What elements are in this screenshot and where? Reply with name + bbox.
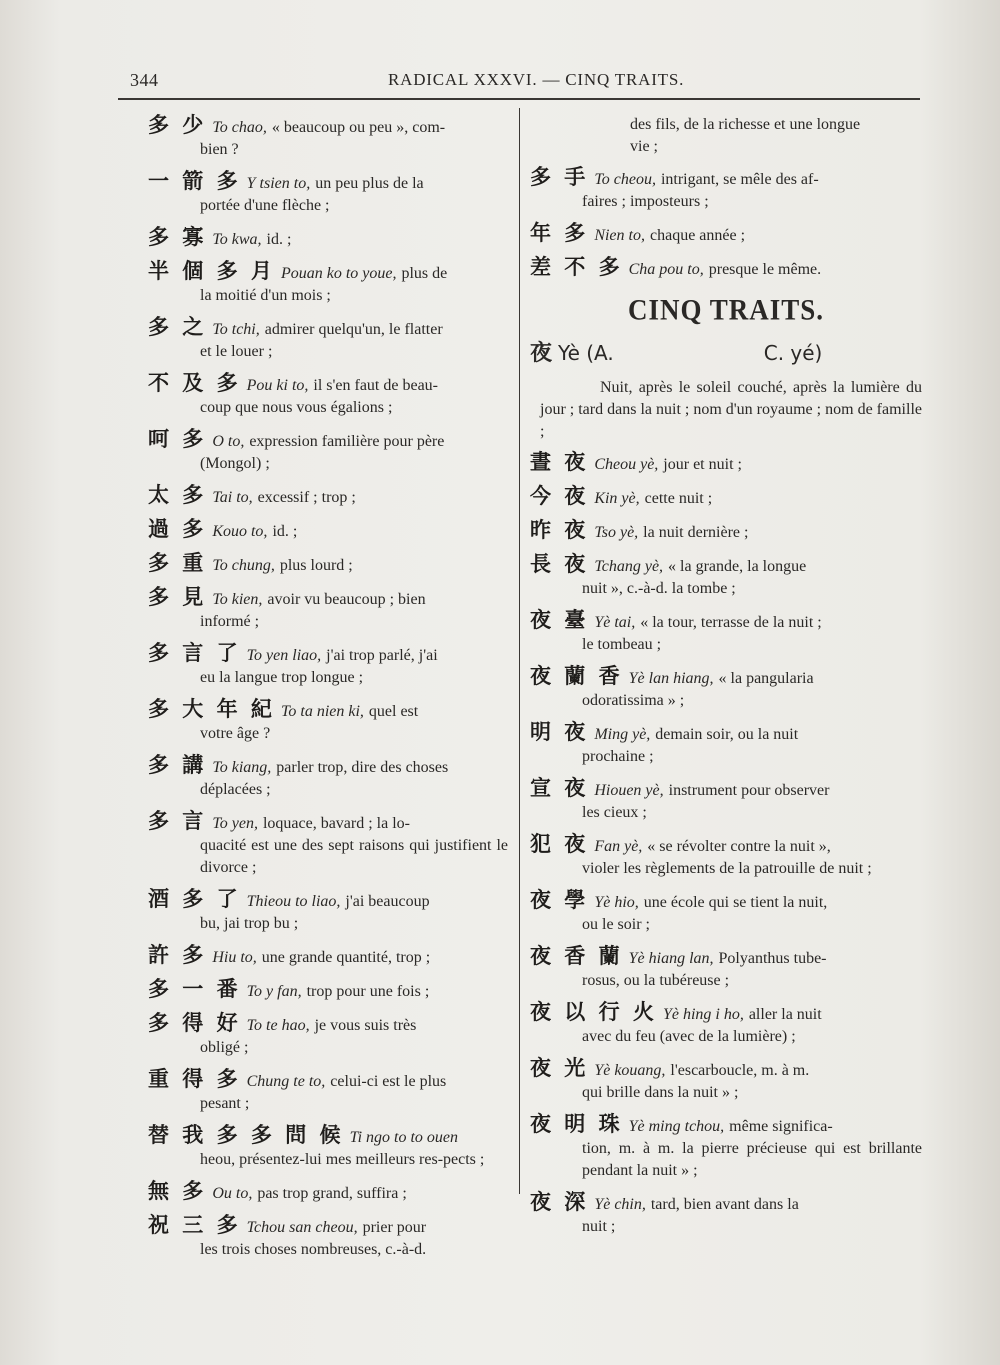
dictionary-entry <box>530 833 922 880</box>
column-divider <box>519 108 520 1194</box>
dictionary-entry <box>148 586 508 633</box>
entry-romanization: To yen, <box>212 815 258 832</box>
entry-definition: Polyanthus tube- <box>718 950 827 967</box>
entry-continuation: coup que nous vous égalions ; <box>200 399 393 416</box>
entry-definition: id. ; <box>272 523 298 540</box>
entry-romanization: Ou to, <box>212 1185 253 1202</box>
entry-romanization: Tai to, <box>212 489 253 506</box>
entry-continuation: nuit ; <box>582 1218 616 1235</box>
entry-continuation: informé ; <box>200 613 260 630</box>
running-title: RADICAL XXXVI. — CINQ TRAITS. <box>388 70 685 89</box>
entry-characters: 多 講 <box>148 753 207 777</box>
entry-definition: excessif ; trop ; <box>257 489 356 506</box>
entry-continuation: bu, jai trop bu ; <box>200 915 299 932</box>
entry-romanization: To kiang, <box>212 759 272 776</box>
dictionary-entry <box>530 1001 922 1048</box>
entry-romanization: Tso yè, <box>594 524 639 541</box>
entry-definition: parler trop, dire des choses <box>276 759 449 776</box>
entry-romanization: To te hao, <box>246 1017 310 1034</box>
entry-definition: tard, bien avant dans la <box>650 1196 799 1213</box>
entry-definition: jour et nuit ; <box>663 456 742 473</box>
entry-characters: 多 手 <box>530 165 589 189</box>
entry-romanization: Chung te to, <box>246 1073 326 1090</box>
entry-characters: 一 箭 多 <box>148 169 241 193</box>
headword-definition: Nuit, après le soleil couché, après la lumière du jour ; tard dans la nuit ; nom d'un royaume ; nom de famille ; <box>540 379 922 440</box>
entry-characters: 多 言 <box>148 809 207 833</box>
entry-definition: un peu plus de la <box>315 175 424 192</box>
entry-characters: 不 及 多 <box>148 371 241 395</box>
dictionary-entry <box>148 754 508 801</box>
entry-characters: 夜 學 <box>530 888 589 912</box>
left-column <box>148 114 508 1270</box>
entry-continuation: ou le soir ; <box>582 916 650 933</box>
entry-definition: une grande quantité, trop ; <box>261 949 431 966</box>
entry-romanization: Hiu to, <box>212 949 257 966</box>
entry-definition: intrigant, se mêle des af- <box>660 171 819 188</box>
entry-definition: plus lourd ; <box>279 557 353 574</box>
entry-romanization: Yè tai, <box>594 614 636 631</box>
entry-romanization: Cha pou to, <box>628 261 704 278</box>
dictionary-entry <box>148 170 508 217</box>
entry-continuation: nuit », c.-à-d. la tombe ; <box>582 580 736 597</box>
entry-characters: 多 得 好 <box>148 1011 241 1035</box>
entry-continuation: (Mongol) ; <box>200 455 270 472</box>
header-rule <box>118 98 920 100</box>
entry-characters: 多 少 <box>148 113 207 137</box>
entry-romanization: Ti ngo to to ouen <box>349 1129 459 1146</box>
entry-continuation: portée d'une flèche ; <box>200 197 330 214</box>
entry-characters: 夜 深 <box>530 1190 589 1214</box>
entry-romanization: O to, <box>212 433 245 450</box>
dictionary-entry <box>530 777 922 824</box>
entry-characters: 過 多 <box>148 517 207 541</box>
entry-romanization: Pouan ko to youe, <box>280 265 397 282</box>
entry-definition: aller la nuit <box>748 1006 822 1023</box>
entry-romanization: Thieou to liao, <box>246 893 341 910</box>
dictionary-entry <box>530 553 922 600</box>
entry-definition: demain soir, ou la nuit <box>655 726 799 743</box>
entry-continuation: pesant ; <box>200 1095 250 1112</box>
entry-continuation: tion, m. à m. la pierre précieuse qui est brillante pendant la nuit » ; <box>582 1140 922 1179</box>
dictionary-entry <box>148 552 508 577</box>
entry-continuation: et le louer ; <box>200 343 273 360</box>
entry-romanization: Tchang yè, <box>594 558 664 575</box>
entry-romanization: Kouo to, <box>212 523 268 540</box>
entry-characters: 替 我 多 多 問 候 <box>148 1123 344 1147</box>
entry-definition: avoir vu beaucoup ; bien <box>267 591 426 608</box>
entry-romanization: Hiouen yè, <box>594 782 664 799</box>
right-column <box>530 114 922 1247</box>
entry-characters: 差 不 多 <box>530 255 623 279</box>
entry-romanization: To chao, <box>212 119 267 136</box>
section-title: CINQ TRAITS. <box>627 293 825 327</box>
entry-definition: « beaucoup ou peu », com- <box>271 119 446 136</box>
continuation-line: des fils, de la richesse et une longue <box>630 116 861 133</box>
entry-characters: 祝 三 多 <box>148 1213 241 1237</box>
dictionary-entry <box>148 484 508 509</box>
entry-characters: 年 多 <box>530 221 589 245</box>
dictionary-entry <box>148 114 508 161</box>
dictionary-entry <box>148 1012 508 1059</box>
entry-romanization: Yè hio, <box>594 894 639 911</box>
entry-characters: 明 夜 <box>530 720 589 744</box>
entry-continuation: violer les règlements de la patrouille de nuit ; <box>582 860 872 877</box>
entry-characters: 夜 蘭 香 <box>530 664 623 688</box>
continuation-line: vie ; <box>630 138 658 155</box>
entry-continuation: rosus, ou la tubéreuse ; <box>582 972 730 989</box>
entry-continuation: heou, présentez-lui mes meilleurs res-pects ; <box>200 1151 485 1168</box>
entry-continuation: déplacées ; <box>200 781 271 798</box>
dictionary-entry <box>148 888 508 935</box>
dictionary-entry <box>530 256 922 281</box>
entry-romanization: Fan yè, <box>594 838 643 855</box>
entry-definition: j'ai trop parlé, j'ai <box>326 647 438 664</box>
entry-definition: pas trop grand, suffira ; <box>257 1185 407 1202</box>
dictionary-entry <box>148 260 508 307</box>
entry-romanization: To kien, <box>212 591 263 608</box>
entry-definition: même significa- <box>729 1118 833 1135</box>
entry-continuation: avec du feu (avec de la lumière) ; <box>582 1028 796 1045</box>
entry-definition: la nuit dernière ; <box>643 524 749 541</box>
dictionary-entry <box>530 519 922 544</box>
page-number: 344 <box>130 70 159 90</box>
entry-continuation: prochaine ; <box>582 748 654 765</box>
entry-definition: l'escarboucle, m. à m. <box>670 1062 810 1079</box>
dictionary-entry <box>148 428 508 475</box>
entry-characters: 夜 以 行 火 <box>530 1000 657 1024</box>
entry-characters: 許 多 <box>148 943 207 967</box>
dictionary-entry <box>148 944 508 969</box>
entry-continuation: le tombeau ; <box>582 636 662 653</box>
entry-romanization: Yè chin, <box>594 1196 646 1213</box>
dictionary-entry <box>148 642 508 689</box>
entry-romanization: To kwa, <box>212 231 262 248</box>
entry-romanization: Nien to, <box>594 227 645 244</box>
entry-definition: admirer quelqu'un, le flatter <box>264 321 443 338</box>
headword-entry <box>530 336 922 367</box>
entry-definition: « la tour, terrasse de la nuit ; <box>640 614 822 631</box>
entry-definition: une école qui se tient la nuit, <box>643 894 828 911</box>
entry-romanization: Kin yè, <box>594 490 640 507</box>
entry-romanization: To tchi, <box>212 321 260 338</box>
dictionary-entry <box>530 166 922 213</box>
entry-definition: « la grande, la longue <box>668 558 807 575</box>
entry-characters: 今 夜 <box>530 484 589 508</box>
entry-romanization: Yè kouang, <box>594 1062 666 1079</box>
entry-definition: presque le même. <box>708 261 822 278</box>
entry-romanization: Yè lan hiang, <box>628 670 714 687</box>
entry-characters: 多 一 番 <box>148 977 241 1001</box>
entry-continuation: quacité est une des sept raisons qui justifient le divorce ; <box>200 837 508 876</box>
entry-continuation: obligé ; <box>200 1039 249 1056</box>
entry-definition: cette nuit ; <box>644 490 713 507</box>
dictionary-entry <box>148 372 508 419</box>
entry-characters: 多 言 了 <box>148 641 241 665</box>
entry-continuation: odoratissima » ; <box>582 692 685 709</box>
entry-definition: loquace, bavard ; la lo- <box>262 815 410 832</box>
dictionary-entry <box>148 1068 508 1115</box>
entry-continuation: les cieux ; <box>582 804 647 821</box>
entry-characters: 無 多 <box>148 1179 207 1203</box>
entry-definition: trop pour une fois ; <box>306 983 430 1000</box>
dictionary-entry <box>148 698 508 745</box>
entry-romanization: Yè ming tchou, <box>628 1118 725 1135</box>
dictionary-entry <box>530 222 922 247</box>
entry-characters: 夜 明 珠 <box>530 1112 623 1136</box>
dictionary-entry <box>530 721 922 768</box>
entry-romanization: Tchou san cheou, <box>246 1219 358 1236</box>
entry-romanization: Pou ki to, <box>246 377 309 394</box>
dictionary-entry <box>530 945 922 992</box>
entry-continuation: votre âge ? <box>200 725 271 742</box>
dictionary-entry <box>530 609 922 656</box>
dictionary-entry <box>148 518 508 543</box>
entry-characters: 酒 多 了 <box>148 887 241 911</box>
entry-romanization: Ming yè, <box>594 726 651 743</box>
entry-characters: 多 重 <box>148 551 207 575</box>
entry-continuation: les trois choses nombreuses, c.-à-d. <box>200 1241 427 1258</box>
dictionary-entry <box>148 316 508 363</box>
headword-romanization: Yè (A. <box>558 341 614 365</box>
headword-character: 夜 <box>530 341 553 366</box>
entry-romanization: To yen liao, <box>246 647 322 664</box>
entry-romanization: To y fan, <box>246 983 302 1000</box>
entry-definition: « la pangularia <box>718 670 814 687</box>
entry-continuation: qui brille dans la nuit » ; <box>582 1084 739 1101</box>
entry-characters: 長 夜 <box>530 552 589 576</box>
entry-characters: 多 見 <box>148 585 207 609</box>
dictionary-entry <box>148 1124 508 1171</box>
entry-romanization: To ta nien ki, <box>280 703 364 720</box>
entry-characters: 晝 夜 <box>530 450 589 474</box>
dictionary-entry <box>530 451 922 476</box>
entry-characters: 半 個 多 月 <box>148 259 275 283</box>
entry-definition: quel est <box>368 703 419 720</box>
entry-definition: prier pour <box>362 1219 427 1236</box>
dictionary-entry <box>530 485 922 510</box>
entry-romanization: To chung, <box>212 557 275 574</box>
entry-definition: je vous suis très <box>314 1017 417 1034</box>
dictionary-entry <box>148 1180 508 1205</box>
entry-characters: 多 寡 <box>148 225 207 249</box>
continuation-text <box>530 114 922 158</box>
entry-characters: 多 大 年 紀 <box>148 697 275 721</box>
entry-romanization: To cheou, <box>594 171 656 188</box>
entry-definition: il s'en faut de beau- <box>313 377 438 394</box>
entry-definition: « se révolter contre la nuit », <box>647 838 831 855</box>
entry-characters: 重 得 多 <box>148 1067 241 1091</box>
page-header <box>118 70 918 94</box>
entry-romanization: Y tsien to, <box>246 175 311 192</box>
entry-characters: 太 多 <box>148 483 207 507</box>
entry-characters: 夜 光 <box>530 1056 589 1080</box>
entry-definition: j'ai beaucoup <box>345 893 430 910</box>
entry-characters: 呵 多 <box>148 427 207 451</box>
entry-romanization: Cheou yè, <box>594 456 659 473</box>
entry-romanization: Yè hiang lan, <box>628 950 714 967</box>
entry-definition: expression familière pour père <box>249 433 445 450</box>
entry-characters: 昨 夜 <box>530 518 589 542</box>
dictionary-entry <box>530 665 922 712</box>
entry-characters: 夜 臺 <box>530 608 589 632</box>
dictionary-entry <box>148 978 508 1003</box>
dictionary-entry <box>530 1113 922 1182</box>
entry-characters: 宣 夜 <box>530 776 589 800</box>
entry-definition: chaque année ; <box>649 227 746 244</box>
entry-definition: plus de <box>401 265 448 282</box>
dictionary-entry <box>530 1191 922 1238</box>
entry-characters: 多 之 <box>148 315 207 339</box>
entry-definition: instrument pour observer <box>668 782 830 799</box>
headword-variant: C. yé) <box>763 341 823 365</box>
entry-definition: celui-ci est le plus <box>330 1073 447 1090</box>
entry-continuation: faires ; imposteurs ; <box>582 193 709 210</box>
dictionary-entry <box>148 1214 508 1261</box>
entry-continuation: la moitié d'un mois ; <box>200 287 331 304</box>
entry-definition: id. ; <box>266 231 292 248</box>
entry-romanization: Yè hing i ho, <box>662 1006 744 1023</box>
dictionary-entry <box>530 1057 922 1104</box>
dictionary-entry <box>148 226 508 251</box>
entry-characters: 犯 夜 <box>530 832 589 856</box>
dictionary-entry <box>148 810 508 879</box>
entry-characters: 夜 香 蘭 <box>530 944 623 968</box>
entry-continuation: eu la langue trop longue ; <box>200 669 364 686</box>
entry-continuation: bien ? <box>200 141 239 158</box>
dictionary-entry <box>530 889 922 936</box>
